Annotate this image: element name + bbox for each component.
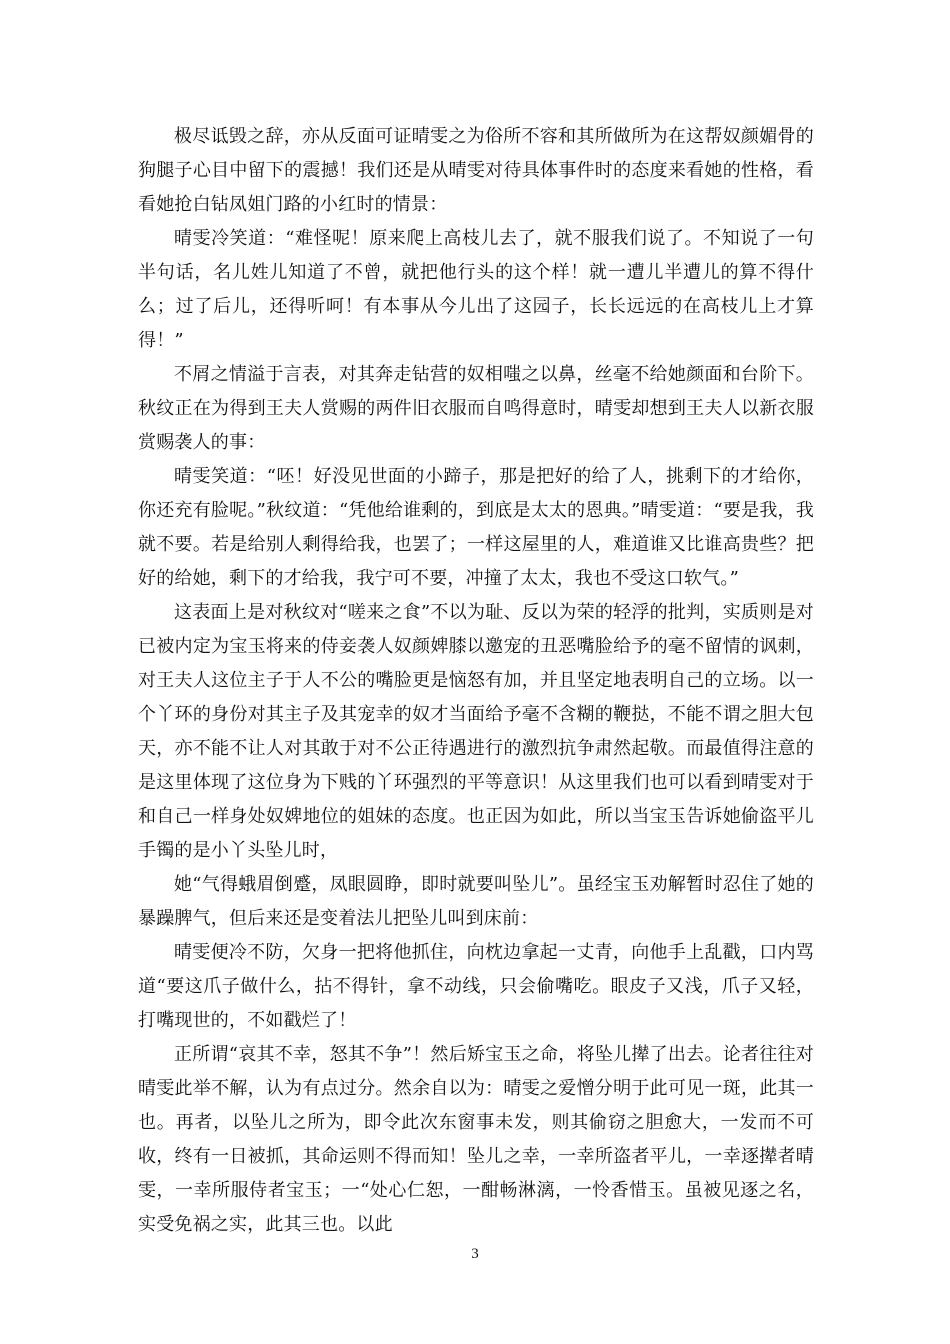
paragraph: 晴雯笑道：“呸！好没见世面的小蹄子，那是把好的给了人，挑剩下的才给你，你还充有脸呢。”秋纹道：“凭他给谁剩的，到底是太太的恩典。”晴雯道：“要是我，我就不要。若是给别人剩得给我，也罢了；一样这屋里的人，难道谁又比谁高贵些？把好的给她，剩下的才给我，我宁可不要，冲撞了太太，我也不受这口软气。” <box>138 466 814 589</box>
paragraph: 正所谓“哀其不幸，怒其不争”！然后矫宝玉之命，将坠儿撵了出去。论者往往对晴雯此举不解，认为有点过分。然余自以为：晴雯之爱憎分明于此可见一斑，此其一也。再者，以坠儿之所为，即令此次东窗事未发，则其偷窃之胆愈大，一发而不可收，终有一日被抓，其命运则不得而知！坠儿之幸，一幸所盗者平儿，一幸逐撵者晴雯，一幸所服侍者宝玉；一“处心仁恕，一酣畅淋漓，一怜香惜玉。虽被见逐之名，实受免祸之实，此其三也。以此 <box>138 1044 814 1235</box>
page-number: 3 <box>471 1246 479 1262</box>
paragraph: 晴雯冷笑道：“难怪呢！原来爬上高枝儿去了，就不服我们说了。不知说了一句半句话，名儿姓儿知道了不曾，就把他行头的这个样！就一遭儿半遭儿的算不得什么；过了后儿，还得听呵！有本事从今儿出了这园子，长长远远的在高枝儿上才算得！” <box>138 228 814 351</box>
paragraph: 不屑之情溢于言表，对其奔走钻营的奴相嗤之以鼻，丝毫不给她颜面和台阶下。秋纹正在为得到王夫人赏赐的两件旧衣服而自鸣得意时，晴雯却想到王夫人以新衣服赏赐袭人的事： <box>138 364 814 453</box>
paragraph: 极尽诋毁之辞，亦从反面可证晴雯之为俗所不容和其所做所为在这帮奴颜媚骨的狗腿子心目中留下的震撼！我们还是从晴雯对待具体事件时的态度来看她的性格，看看她抢白钻凤姐门路的小红时的情景： <box>138 126 814 215</box>
paragraph: 晴雯便冷不防，欠身一把将他抓住，向枕边拿起一丈青，向他手上乱戳，口内骂道“要这爪子做什么，拈不得针，拿不动线，只会偷嘴吃。眼皮子又浅，爪子又轻，打嘴现世的，不如戳烂了！ <box>138 942 814 1031</box>
paragraph: 她“气得蛾眉倒蹙，凤眼圆睁，即时就要叫坠儿”。虽经宝玉劝解暂时忍住了她的暴躁脾气，但后来还是变着法儿把坠儿叫到床前： <box>138 874 814 929</box>
paragraph: 这表面上是对秋纹对“嗟来之食”不以为耻、反以为荣的轻浮的批判，实质则是对已被内定为宝玉将来的侍妾袭人奴颜婢膝以邀宠的丑恶嘴脸给予的毫不留情的讽刺，对王夫人这位主子于人不公的嘴脸更是恼怒有加，并且坚定地表明自己的立场。以一个丫环的身份对其主子及其宠幸的奴才当面给予毫不含糊的鞭挞，不能不谓之胆大包天，亦不能不让人对其敢于对不公正待遇进行的激烈抗争肃然起敬。而最值得注意的是这里体现了这位身为下贱的丫环强烈的平等意识！从这里我们也可以看到晴雯对于和自己一样身处奴婢地位的姐妹的态度。也正因为如此，所以当宝玉告诉她偷盗平儿手镯的是小丫头坠儿时， <box>138 602 814 861</box>
document-body <box>138 120 814 1242</box>
